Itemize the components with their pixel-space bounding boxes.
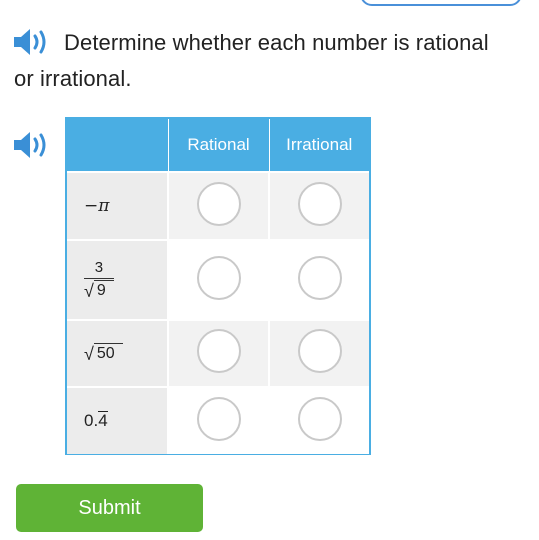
rational-cell	[168, 240, 269, 320]
rational-radio[interactable]	[197, 256, 241, 300]
irrational-radio[interactable]	[298, 182, 342, 226]
irrational-cell	[269, 320, 369, 387]
repeating-decimal	[84, 411, 108, 430]
question-label: Determine whether each number is rational or irrational.	[14, 30, 489, 91]
irrational-cell	[269, 172, 369, 240]
fraction-denominator	[84, 279, 114, 301]
header-corner	[67, 119, 168, 172]
irrational-cell	[269, 387, 369, 454]
rational-cell	[168, 172, 269, 240]
decimal-whole: 0.	[84, 411, 99, 430]
sqrt-symbol: √ 9	[84, 280, 114, 300]
header-row	[67, 119, 369, 172]
table-row	[67, 320, 369, 387]
table-row	[67, 172, 369, 240]
speaker-icon[interactable]	[13, 130, 51, 160]
number-cell	[67, 387, 168, 454]
rational-radio[interactable]	[197, 182, 241, 226]
sqrt-symbol: √ 50	[84, 343, 123, 363]
rational-cell	[168, 320, 269, 387]
radicand: 9	[94, 280, 114, 300]
number-neg-pi: −π	[84, 196, 110, 216]
table-row	[67, 240, 369, 320]
rational-cell	[168, 387, 269, 454]
number-fraction	[84, 259, 114, 301]
radicand: 50	[94, 343, 123, 363]
irrational-cell	[269, 240, 369, 320]
header-rational: Rational	[168, 119, 269, 172]
irrational-radio[interactable]	[298, 256, 342, 300]
irrational-radio[interactable]	[298, 397, 342, 441]
top-pill-button[interactable]	[360, 0, 522, 6]
rational-radio[interactable]	[197, 397, 241, 441]
number-cell	[67, 240, 168, 320]
fraction-numerator: 3	[94, 259, 104, 276]
irrational-radio[interactable]	[298, 329, 342, 373]
table-row	[67, 387, 369, 454]
classification-table	[67, 119, 369, 454]
rational-radio[interactable]	[197, 329, 241, 373]
submit-button[interactable]: Submit	[16, 484, 203, 532]
header-irrational: Irrational	[269, 119, 369, 172]
repeating-digit: 4	[98, 411, 108, 430]
question-text	[14, 25, 514, 97]
classification-grid	[65, 117, 371, 455]
number-cell	[67, 320, 168, 387]
number-cell	[67, 172, 168, 240]
